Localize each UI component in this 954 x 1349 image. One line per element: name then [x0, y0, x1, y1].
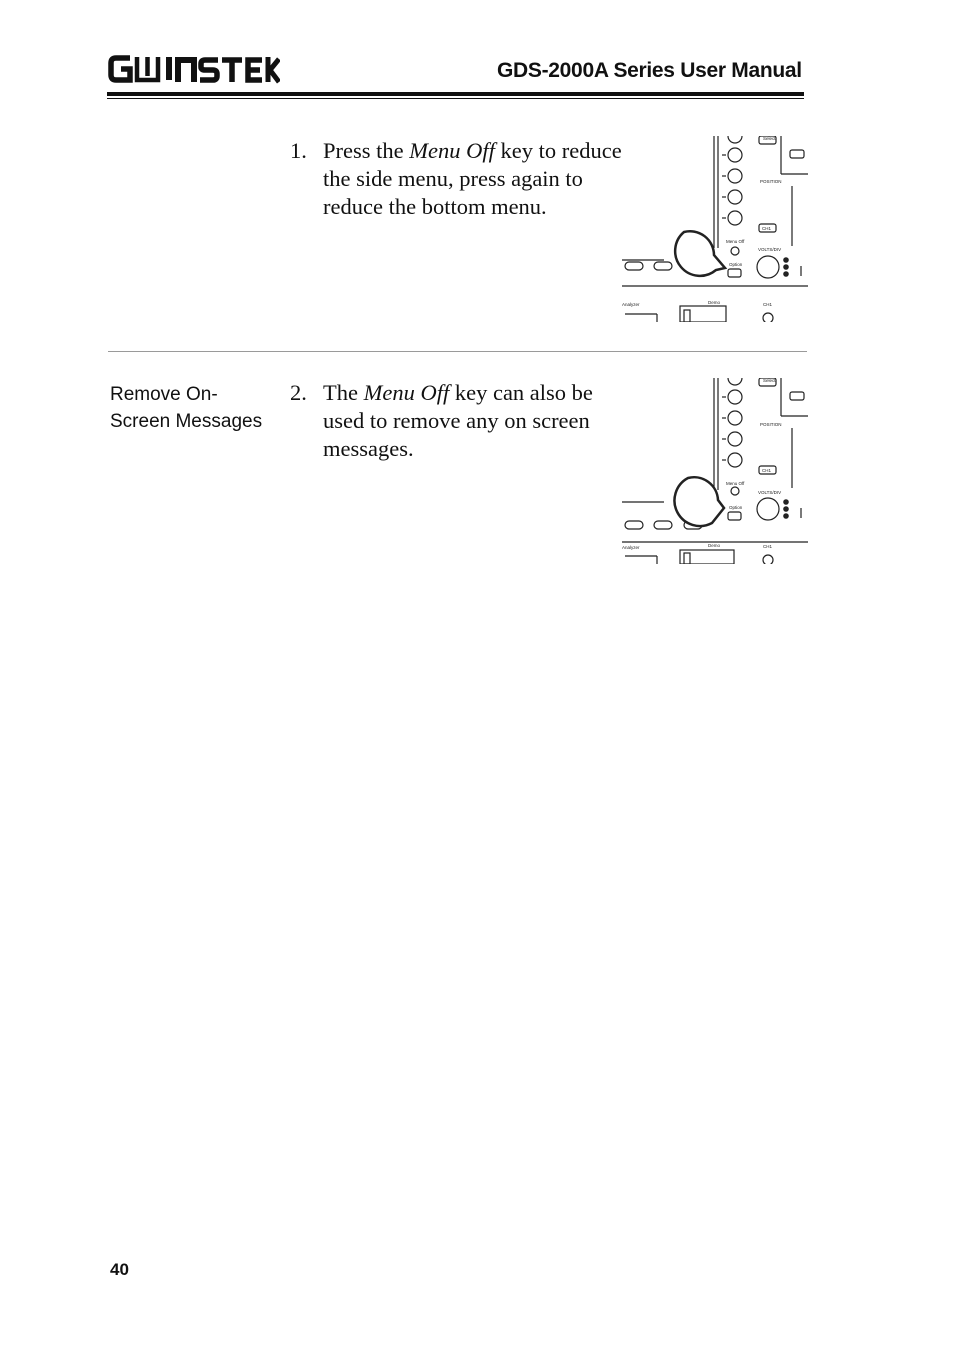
- page-number: 40: [110, 1260, 129, 1279]
- demo-label: Demo: [708, 300, 721, 305]
- option-label: Option: [729, 505, 743, 510]
- step-number: 2.: [290, 380, 307, 405]
- select-label: Select: [763, 378, 776, 383]
- volts-div-label: VOLTS/DIV: [758, 247, 782, 252]
- step-text: Press the Menu Off key to reduce the side menu, press again to reduce the bottom menu.: [323, 138, 622, 219]
- select-label: Select: [763, 136, 776, 141]
- menu-off-label: Menu Off: [726, 239, 745, 244]
- step-text: The Menu Off key can also be used to remove any on screen messages.: [323, 380, 593, 461]
- manual-title: GDS-2000A Series User Manual: [497, 59, 802, 82]
- ch1-button-label: CH1: [762, 468, 772, 473]
- menu-off-key-name: Menu Off: [363, 380, 450, 405]
- section-divider: [108, 351, 807, 352]
- volts-div-label: VOLTS/DIV: [758, 490, 782, 495]
- menu-off-label: Menu Off: [726, 481, 745, 486]
- step-number: 1.: [290, 138, 307, 163]
- analyzer-label: Analyzer: [622, 545, 640, 550]
- header-rule-thin: [107, 98, 804, 99]
- demo-label: Demo: [708, 543, 721, 548]
- front-panel-illustration-2: [622, 378, 808, 564]
- ch1-input-label: CH1: [763, 544, 773, 549]
- section-heading: Remove On- Screen Messages: [110, 384, 263, 432]
- option-label: Option: [729, 262, 743, 267]
- menu-off-key-name: Menu Off: [409, 138, 495, 163]
- header-rule: [107, 92, 804, 96]
- position-label: POSITION: [760, 179, 782, 184]
- position-label: POSITION: [760, 422, 782, 427]
- front-panel-illustration: [622, 136, 808, 322]
- ch1-input-label: CH1: [763, 302, 773, 307]
- gw-instek-logo: [108, 52, 280, 86]
- ch1-button-label: CH1: [762, 226, 772, 231]
- analyzer-label: Analyzer: [622, 302, 640, 307]
